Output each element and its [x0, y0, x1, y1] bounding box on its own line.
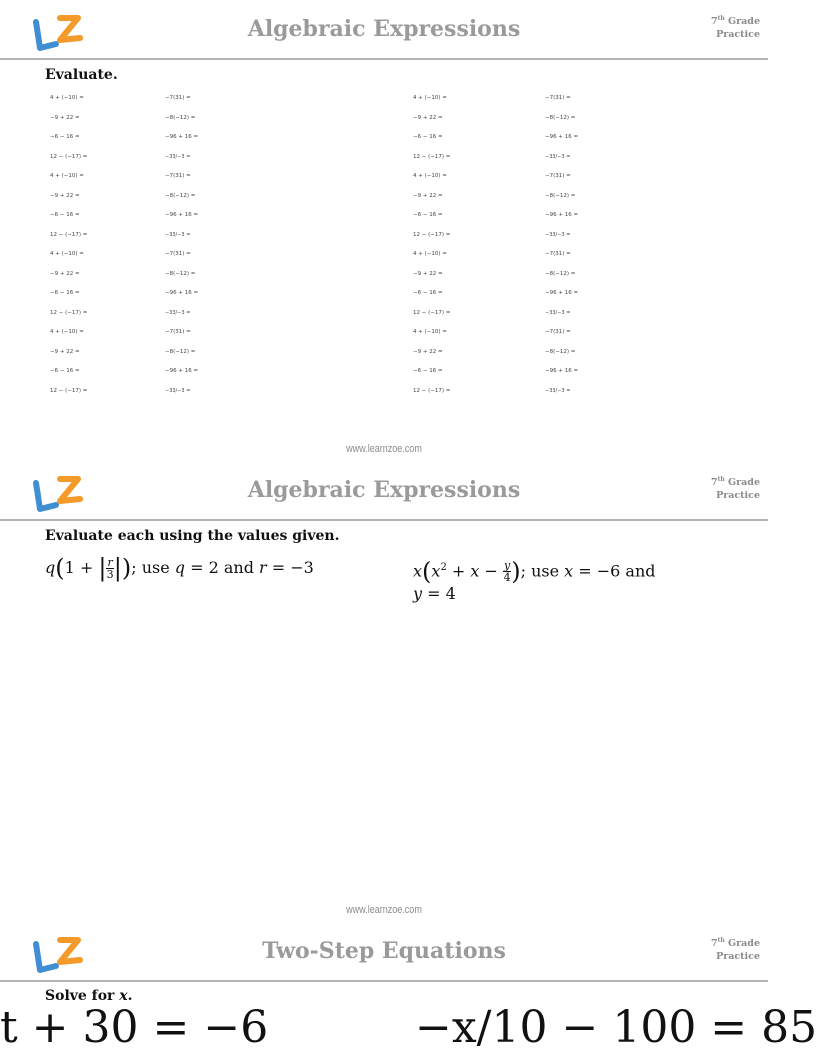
exercise-item: −9 + 22 =: [413, 348, 443, 355]
fraction: $\frac{r}{3}$: [106, 556, 114, 581]
exercise-item: −9 + 22 =: [50, 192, 80, 199]
grade-label: 7th Grade Practice: [710, 937, 760, 962]
instruction: Evaluate.: [45, 67, 118, 83]
exercise-item: −33/−3 =: [165, 231, 191, 238]
exercise-item: −8(−12) =: [545, 270, 576, 277]
grade-label: 7th Grade Practice: [710, 15, 760, 40]
exercise-item: −7(31) =: [545, 251, 571, 257]
exercise-grid: [0, 92, 768, 402]
exercise-item: −9 + 22 =: [413, 270, 443, 277]
worksheet-page-2: [0, 461, 768, 922]
problem-2: $x(x^2 + x$ − $\frac{y}{4}$ ); use x = −6 and y = 4: [413, 557, 656, 604]
page-title: Algebraic Expressions: [247, 16, 521, 42]
exercise-item: −9 + 22 =: [50, 348, 80, 355]
fraction: $\frac{y}{4}$: [503, 559, 511, 585]
exercise-item: −7(31) =: [545, 95, 571, 101]
exercise-item: −96 + 16 =: [165, 368, 199, 374]
exercise-item: −7(31) =: [545, 329, 571, 335]
exercise-item: −8(−12) =: [165, 192, 196, 199]
exercise-item: −9 + 22 =: [413, 192, 443, 199]
exercise-item: −6 − 16 =: [413, 212, 443, 218]
page-title: Two-Step Equations: [262, 938, 506, 964]
exercise-item: −96 + 16 =: [545, 134, 579, 140]
exercise-item: −96 + 16 =: [165, 212, 199, 218]
exercise-item: 4 + (−10) =: [50, 173, 84, 179]
grade-label: 7th Grade Practice: [710, 476, 760, 501]
exercise-item: 12 − (−17) =: [50, 309, 88, 316]
page-header: [0, 922, 768, 982]
problem-1: q(1 + | $\frac{r}{3}$ |); use q = 2 and r = −3: [45, 554, 314, 582]
exercise-item: −7(31) =: [165, 251, 191, 257]
exercise-item: −96 + 16 =: [165, 134, 199, 140]
equation-1: t + 30 = −6: [0, 1002, 269, 1053]
footer-url: www.learnzoe.com: [346, 904, 422, 916]
exercise-item: 4 + (−10) =: [413, 95, 447, 101]
exercise-item: −6 − 16 =: [413, 368, 443, 374]
exercise-item: 12 − (−17) =: [413, 309, 451, 316]
exercise-item: 12 − (−17) =: [413, 387, 451, 394]
exercise-item: −6 − 16 =: [50, 134, 80, 140]
exercise-item: −33/−3 =: [545, 309, 571, 316]
exercise-item: −33/−3 =: [165, 153, 191, 160]
exercise-item: −33/−3 =: [165, 387, 191, 394]
exercise-item: −8(−12) =: [545, 192, 576, 199]
exercise-item: −96 + 16 =: [545, 290, 579, 296]
exercise-item: 12 − (−17) =: [50, 153, 88, 160]
exercise-item: −8(−12) =: [165, 270, 196, 277]
page-header: [0, 0, 768, 60]
page-header: [0, 461, 768, 521]
exercise-item: 12 − (−17) =: [50, 231, 88, 238]
exercise-item: −8(−12) =: [545, 348, 576, 355]
equation-2: −x/10 − 100 = 85: [415, 1002, 817, 1053]
exercise-item: 4 + (−10) =: [413, 173, 447, 179]
exercise-item: −9 + 22 =: [50, 114, 80, 121]
exercise-item: −96 + 16 =: [545, 212, 579, 218]
exercise-item: −9 + 22 =: [50, 270, 80, 277]
exercise-item: −8(−12) =: [165, 114, 196, 121]
exercise-item: −7(31) =: [165, 95, 191, 101]
exercise-item: −7(31) =: [165, 329, 191, 335]
exercise-item: −33/−3 =: [545, 231, 571, 238]
exercise-item: −8(−12) =: [165, 348, 196, 355]
exercise-item: −6 − 16 =: [413, 290, 443, 296]
exercise-item: −6 − 16 =: [50, 290, 80, 296]
page-title: Algebraic Expressions: [247, 477, 521, 503]
exercise-item: −8(−12) =: [545, 114, 576, 121]
worksheet-page-1: [0, 0, 768, 461]
exercise-item: −96 + 16 =: [545, 368, 579, 374]
exercise-item: 4 + (−10) =: [413, 329, 447, 335]
exercise-item: −33/−3 =: [165, 309, 191, 316]
exercise-item: 4 + (−10) =: [50, 251, 84, 257]
exercise-item: 12 − (−17) =: [50, 387, 88, 394]
instruction: Solve for x.: [45, 988, 133, 1004]
exercise-item: −6 − 16 =: [413, 134, 443, 140]
exercise-item: 4 + (−10) =: [50, 329, 84, 335]
exercise-item: −33/−3 =: [545, 387, 571, 394]
exercise-item: −7(31) =: [165, 173, 191, 179]
exercise-item: 4 + (−10) =: [50, 95, 84, 101]
exercise-item: 12 − (−17) =: [413, 231, 451, 238]
exercise-item: −7(31) =: [545, 173, 571, 179]
exercise-item: −33/−3 =: [545, 153, 571, 160]
footer-url: www.learnzoe.com: [346, 443, 422, 455]
instruction: Evaluate each using the values given.: [45, 528, 340, 544]
exercise-item: −9 + 22 =: [413, 114, 443, 121]
exercise-item: 12 − (−17) =: [413, 153, 451, 160]
worksheet-page-3: [0, 922, 817, 1053]
exercise-item: −96 + 16 =: [165, 290, 199, 296]
exercise-item: 4 + (−10) =: [413, 251, 447, 257]
exercise-item: −6 − 16 =: [50, 212, 80, 218]
exercise-item: −6 − 16 =: [50, 368, 80, 374]
